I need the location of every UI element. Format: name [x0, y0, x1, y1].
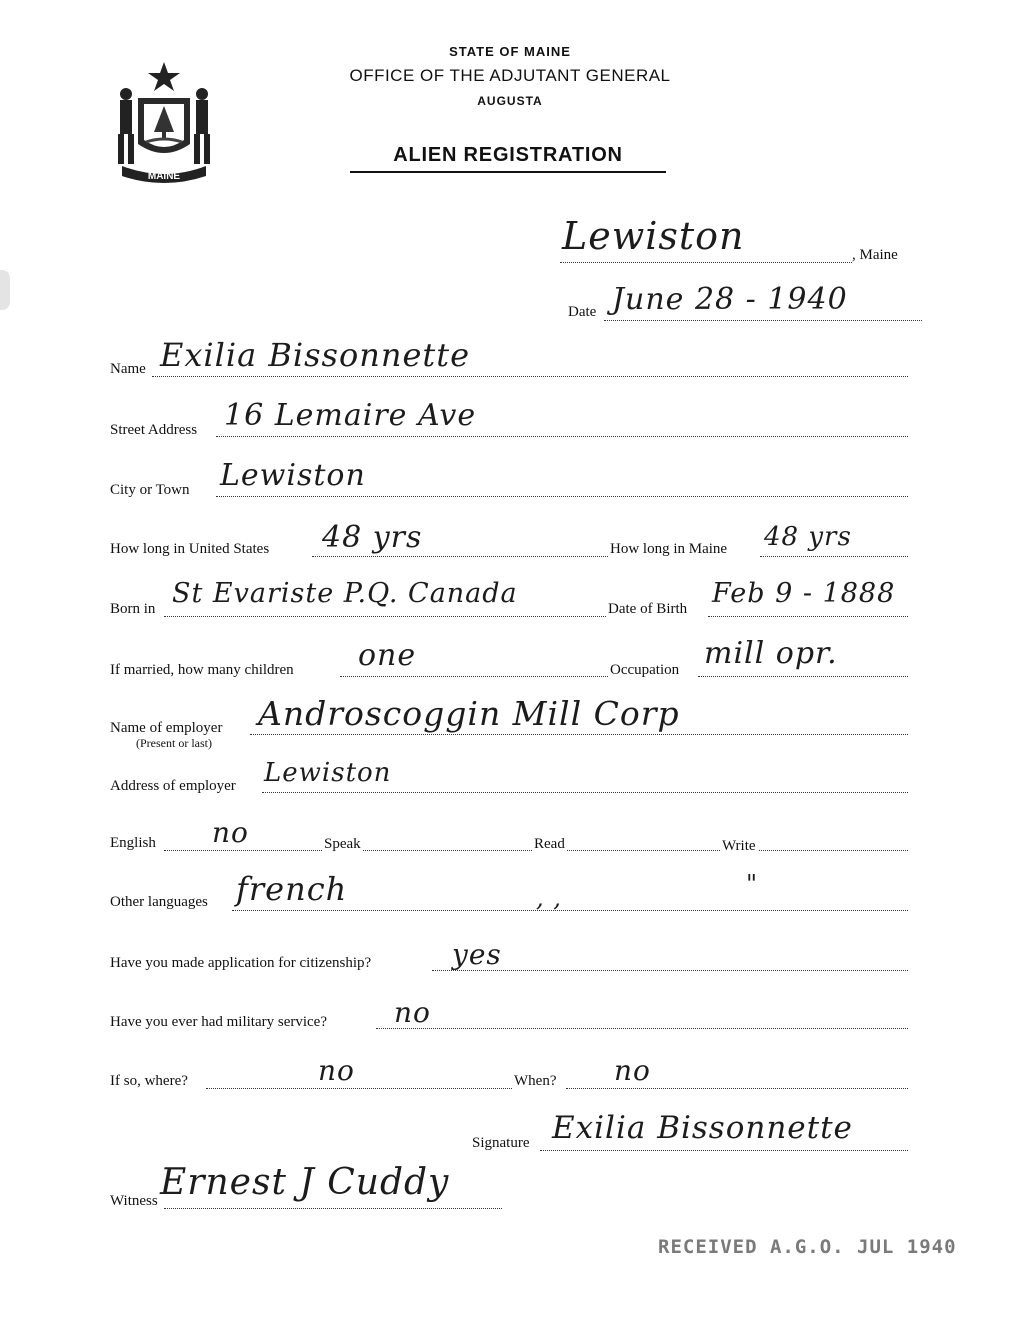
read-label: Read — [534, 836, 565, 852]
dob-label: Date of Birth — [608, 601, 688, 617]
citizenship-label: Have you made application for citizenship? — [110, 955, 372, 971]
page-edge-mark — [0, 270, 10, 310]
witness-label: Witness — [110, 1193, 158, 1209]
citizenship-value: yes — [452, 938, 502, 971]
when-line — [566, 1088, 908, 1089]
seal-text: MAINE — [147, 171, 181, 182]
how-long-maine-value: 48 yrs — [764, 522, 852, 552]
born-in-label: Born in — [110, 601, 156, 617]
other-languages-value: french — [236, 870, 348, 908]
how-long-maine-label: How long in Maine — [610, 541, 728, 557]
employer-label: Name of employer — [110, 720, 223, 736]
employer-value: Androscoggin Mill Corp — [258, 694, 680, 733]
ditto-mark-read: , , — [536, 884, 562, 912]
city-heading: AUGUSTA — [477, 94, 543, 108]
employer-line — [250, 734, 908, 735]
where-line — [206, 1088, 512, 1089]
military-value: no — [394, 996, 431, 1029]
citizenship-line — [432, 970, 908, 971]
children-label: If married, how many children — [110, 662, 294, 678]
where-label: If so, where? — [110, 1073, 188, 1089]
state-seal-icon — [108, 58, 220, 186]
ditto-mark-write: " — [746, 870, 759, 898]
form-title: ALIEN REGISTRATION — [350, 144, 666, 173]
when-label: When? — [514, 1073, 557, 1089]
name-value: Exilia Bissonnette — [160, 336, 471, 374]
other-languages-label: Other languages — [110, 894, 208, 910]
witness-value: Ernest J Cuddy — [160, 1162, 450, 1203]
when-value: no — [614, 1054, 651, 1087]
witness-line — [164, 1208, 502, 1209]
date-label: Date — [568, 304, 597, 320]
name-label: Name — [110, 361, 146, 377]
maine-label: , Maine — [852, 247, 898, 263]
street-value: 16 Lemaire Ave — [224, 398, 477, 433]
employer-address-label: Address of employer — [110, 778, 236, 794]
state-heading: STATE OF MAINE — [449, 44, 571, 59]
occupation-line — [698, 676, 908, 677]
signature-label: Signature — [472, 1135, 530, 1151]
english-value: no — [212, 816, 249, 849]
name-line — [152, 376, 908, 377]
employer-address-line — [262, 792, 908, 793]
signature-value: Exilia Bissonnette — [552, 1110, 853, 1146]
speak-label: Speak — [324, 836, 361, 852]
children-value: one — [358, 638, 417, 673]
employer-address-value: Lewiston — [264, 758, 392, 788]
street-line — [216, 436, 908, 437]
where-value: no — [318, 1054, 355, 1087]
occupation-value: mill opr. — [704, 636, 838, 671]
military-line — [376, 1028, 908, 1029]
city-value: Lewiston — [220, 458, 366, 493]
how-long-us-value: 48 yrs — [322, 520, 423, 555]
write-label: Write — [722, 838, 756, 854]
how-long-us-line — [312, 556, 608, 557]
born-in-value: St Evariste P.Q. Canada — [172, 578, 518, 609]
date-line — [604, 320, 922, 321]
date-value: June 28 - 1940 — [612, 282, 848, 317]
dob-line — [708, 616, 908, 617]
english-label: English — [110, 835, 156, 851]
street-label: Street Address — [110, 422, 198, 438]
city-label: City or Town — [110, 482, 190, 498]
signature-line — [540, 1150, 908, 1151]
how-long-maine-line — [760, 556, 908, 557]
dob-value: Feb 9 - 1888 — [712, 578, 896, 609]
occupation-label: Occupation — [610, 662, 680, 678]
office-heading: OFFICE OF THE ADJUTANT GENERAL — [349, 66, 671, 85]
place-line — [560, 262, 852, 263]
employer-note: (Present or last) — [136, 736, 212, 750]
children-line — [340, 676, 608, 677]
city-line — [216, 496, 908, 497]
received-stamp: RECEIVED A.G.O. JUL 1940 — [658, 1236, 957, 1258]
born-in-line — [164, 616, 606, 617]
place-value: Lewiston — [562, 214, 745, 258]
how-long-us-label: How long in United States — [110, 541, 270, 557]
other-languages-line — [232, 910, 908, 911]
military-label: Have you ever had military service? — [110, 1014, 327, 1030]
